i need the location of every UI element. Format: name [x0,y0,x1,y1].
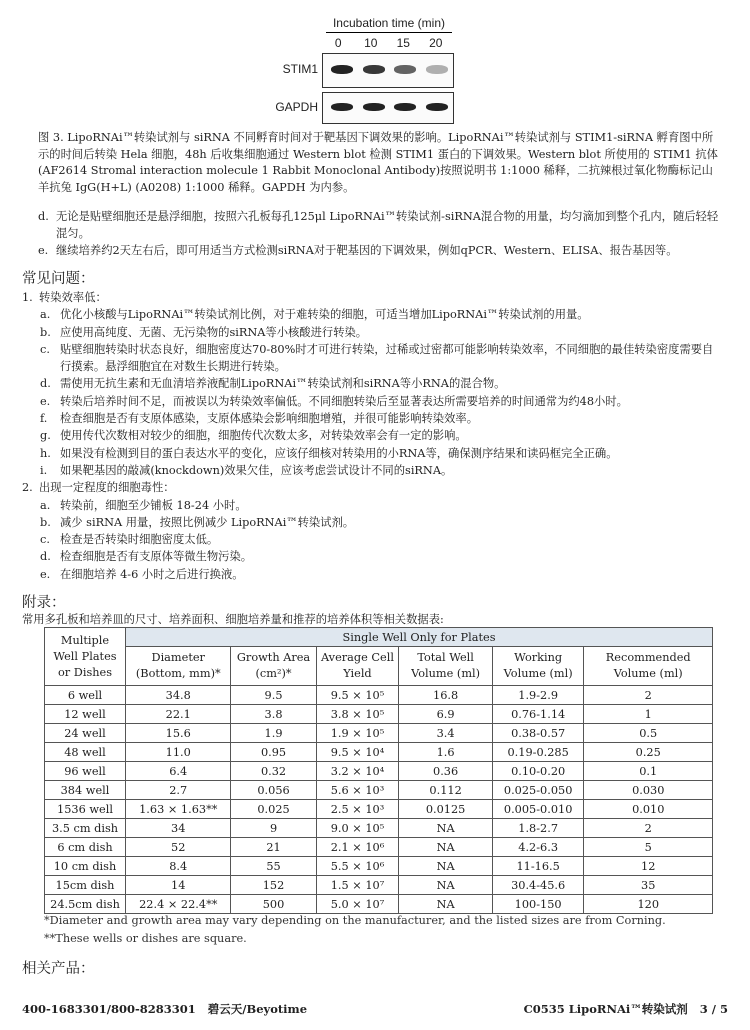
faq-item [22,375,722,392]
table-cell: 1.9 × 10⁵ [316,724,399,743]
faq-item-text: 应使用高纯度、无菌、无污染物的siRNA等小核酸进行转染。 [60,325,368,339]
table-cell: 0.1 [584,762,713,781]
faq-group-title: 出现一定程度的细胞毒性： [39,481,175,495]
table-cell: 120 [584,895,713,914]
footer-page: 3 / 5 [699,1002,728,1016]
row-label: 12 well [45,705,126,724]
table-cell: 9.5 × 10⁵ [316,686,399,705]
row-label: 15cm dish [45,876,126,895]
table-cell: 16.8 [399,686,492,705]
blot-panel-gapdh [322,92,454,124]
table-row [45,724,713,743]
faq-item-key: a. [40,308,51,322]
table-cell: 0.19-0.285 [492,743,584,762]
table-row [45,686,713,705]
row-label: 1536 well [45,800,126,819]
table-cell: 3.2 × 10⁴ [316,762,399,781]
faq-item-key: g. [40,429,51,443]
blot-label-gapdh: GAPDH [275,100,318,114]
blot-band [331,65,353,74]
table-cell: 0.32 [231,762,316,781]
note-square: **These wells or dishes are square. [44,932,247,945]
blot-band [363,103,385,111]
table-row [45,819,713,838]
faq-item-key: h. [40,446,51,460]
protocol-steps [38,208,728,259]
faq-item-text: 转染前，细胞至少铺板 18-24 小时。 [60,498,247,512]
table-cell: 9.5 × 10⁴ [316,743,399,762]
table-cell: 12 [584,857,713,876]
table-cell: 30.4-45.6 [492,876,584,895]
table-cell: 6.9 [399,705,492,724]
table-cell: 11-16.5 [492,857,584,876]
blot-band [394,65,416,74]
footer-brand: 碧云天/Beyotime [207,1002,308,1016]
faq-list [22,289,722,583]
note-diameter: *Diameter and growth area may vary depending on the manufacturer, and the listed sizes are from Corning. [44,914,666,927]
footer-product: C0535 LipoRNAi™转染试剂 [523,1002,688,1016]
table-cell: 152 [231,876,316,895]
table-cell: 1 [584,705,713,724]
step-d: d. 无论是贴壁细胞还是悬浮细胞，按照六孔板每孔125μl LipoRNAi™转染试剂-siRNA混合物的用量，均匀滴加到整个孔内，随后轻轻混匀。 [38,210,719,240]
table-cell: 35 [584,876,713,895]
faq-item-text: 如果没有检测到目的蛋白表达水平的变化，应该仔细核对转染用的小RNA等，确保测序结果和读码框完全正确。 [60,446,618,460]
faq-item-key: b. [40,325,51,339]
table-cell: 34 [126,819,231,838]
table-cell: 2 [584,819,713,838]
table-cell: 52 [126,838,231,857]
faq-group [22,479,722,496]
table-cell: 1.8-2.7 [492,819,584,838]
faq-group-key: 1. [22,291,33,304]
faq-item [22,427,722,444]
faq-item-text: 在细胞培养 4-6 小时之后进行换液。 [60,567,244,581]
faq-item-text: 使用传代次数相对较少的细胞，细胞传代次数太多，对转染效率会有一定的影响。 [60,429,467,443]
table-cell: 5.6 × 10³ [316,781,399,800]
table-cell: 0.025-0.050 [492,781,584,800]
table-cell: NA [399,857,492,876]
time-label: 15 [396,36,410,50]
faq-item-key: f. [40,412,48,426]
faq-item [22,531,722,548]
footer-phone: 400-1683301/800-8283301 [22,1002,196,1016]
blot-band [426,103,448,111]
faq-item-key: i. [40,463,48,477]
table-cell: 1.9 [231,724,316,743]
table-cell: 0.025 [231,800,316,819]
row-label: 48 well [45,743,126,762]
table-cell: NA [399,876,492,895]
col-header-plates: Multiple Well Plates or Dishes [45,628,126,686]
page-footer [22,1001,728,1017]
faq-item-key: b. [40,515,51,529]
table-cell: 500 [231,895,316,914]
table-cell: 0.030 [584,781,713,800]
table-cell: 15.6 [126,724,231,743]
table-cell: 6.4 [126,762,231,781]
blot-time-labels [322,36,452,50]
table-cell: 0.36 [399,762,492,781]
faq-item-key: e. [40,567,51,581]
table-cell: NA [399,838,492,857]
faq-item [22,462,722,479]
faq-item [22,341,722,376]
faq-title: 常见问题： [22,271,95,287]
table-cell: 0.112 [399,781,492,800]
faq-item-text: 检查细胞是否有支原体感染，支原体感染会影响细胞增殖，并很可能影响转染效率。 [60,412,478,426]
table-header-row [45,647,713,686]
figure-caption: 图 3. LipoRNAi™转染试剂与 siRNA 不同孵育时间对于靶基因下调效果的影响。LipoRNAi™转染试剂与 STIM1-siRNA 孵育图中所示的时间后转染 Hela 细胞，48h 后收集细胞通过 Western blot 检测 STIM1 蛋白的下调效果。Western blot 所使用的 STIM1 抗体(AF2614 Stromal interaction molecule 1 Rabbit Monoclonal Antibody)按照说明书 1:1000 稀释，二抗辣根过氧化物酶标记山羊抗兔 IgG(H+L) (A0208) 1:1000 稀释。GAPDH 为内参。 [38,131,718,194]
table-cell: 2.1 × 10⁶ [316,838,399,857]
table-cell: 1.9-2.9 [492,686,584,705]
table-cell: 1.63 × 1.63** [126,800,231,819]
time-label: 0 [334,36,342,50]
faq-item-key: c. [40,533,50,547]
table-cell: 0.95 [231,743,316,762]
table-cell: 55 [231,857,316,876]
col-header: Average Cell Yield [316,647,399,686]
table-cell: 0.38-0.57 [492,724,584,743]
table-cell: 14 [126,876,231,895]
table-row [45,781,713,800]
faq-item-key: e. [40,394,51,408]
table-cell: 0.005-0.010 [492,800,584,819]
faq-item-text: 需使用无抗生素和无血清培养液配制LipoRNAi™转染试剂和siRNA等小RNA的混合物。 [60,377,506,391]
blot-band [394,103,416,111]
table-cell: 8.4 [126,857,231,876]
table-cell: 0.5 [584,724,713,743]
blot-band [363,65,385,74]
table-cell: 0.0125 [399,800,492,819]
table-row [45,705,713,724]
faq-item [22,514,722,531]
table-cell: 34.8 [126,686,231,705]
table-cell: 1.5 × 10⁷ [316,876,399,895]
blot-panel-stim1 [322,53,454,88]
table-cell: 2.7 [126,781,231,800]
time-label: 10 [364,36,378,50]
blot-header: Incubation time (min) [332,16,446,30]
group-header: Single Well Only for Plates [126,628,713,647]
row-label: 3.5 cm dish [45,819,126,838]
table-cell: NA [399,895,492,914]
table-cell: 9.0 × 10⁵ [316,819,399,838]
table-cell: 3.8 [231,705,316,724]
table-row [45,838,713,857]
blot-header-line [326,32,452,33]
faq-item-text: 检查是否转染时细胞密度太低。 [60,533,219,547]
faq-item-text: 如果靶基因的敲减(knockdown)效果欠佳，应该考虑尝试设计不同的siRNA。 [60,463,453,477]
row-label: 96 well [45,762,126,781]
table-row [45,743,713,762]
row-label: 24.5cm dish [45,895,126,914]
faq-item [22,445,722,462]
appendix-title: 附录： [22,595,66,611]
blot-band [331,103,353,111]
faq-item [22,548,722,565]
faq-item-text: 贴壁细胞转染时状态良好，细胞密度达70-80%时才可进行转染，过稀或过密都可能影响转染效率，不同细胞的最佳转染密度需要自行摸索。悬浮细胞宜在对数生长期进行转染。 [60,342,714,374]
table-cell: 0.010 [584,800,713,819]
faq-item [22,324,722,341]
table-cell: 22.1 [126,705,231,724]
faq-group-key: 2. [22,481,33,495]
faq-item [22,410,722,427]
blot-label-stim1: STIM1 [282,62,318,76]
table-row [45,895,713,914]
faq-item-text: 检查细胞是否有支原体等微生物污染。 [60,550,253,564]
table-row [45,876,713,895]
row-label: 24 well [45,724,126,743]
row-label: 6 well [45,686,126,705]
faq-item-key: d. [40,550,51,564]
table-cell: 0.76-1.14 [492,705,584,724]
table-cell: 4.2-6.3 [492,838,584,857]
col-header: Recommended Volume (ml) [584,647,713,686]
table-cell: 100-150 [492,895,584,914]
faq-item [22,306,722,323]
table-cell: 9.5 [231,686,316,705]
table-cell: 3.8 × 10⁵ [316,705,399,724]
table-row [45,762,713,781]
time-label: 20 [429,36,443,50]
related-products-title: 相关产品： [22,961,95,977]
faq-item [22,566,722,583]
faq-item-text: 转染后培养时间不足，而被误以为转染效率偏低。不同细胞转染后至显著表达所需要培养的时间通常为约48小时。 [60,394,628,408]
table-cell: 0.056 [231,781,316,800]
table-notes [44,912,666,948]
row-label: 384 well [45,781,126,800]
faq-item [22,393,722,410]
blot-band [426,65,448,74]
table-cell: 5 [584,838,713,857]
table-cell: NA [399,819,492,838]
western-blot-figure [0,0,750,125]
table-cell: 1.6 [399,743,492,762]
col-header: Total Well Volume (ml) [399,647,492,686]
table-cell: 2.5 × 10³ [316,800,399,819]
table-row [45,857,713,876]
table-cell: 5.0 × 10⁷ [316,895,399,914]
faq-item [22,497,722,514]
table-intro: 常用多孔板和培养皿的尺寸、培养面积、细胞培养量和推荐的培养体积等相关数据表: [22,613,444,626]
col-header: Working Volume (ml) [492,647,584,686]
table-cell: 9 [231,819,316,838]
table-cell: 2 [584,686,713,705]
col-header: Diameter (Bottom, mm)* [126,647,231,686]
table-cell: 0.10-0.20 [492,762,584,781]
faq-item-key: c. [40,342,50,356]
table-cell: 5.5 × 10⁶ [316,857,399,876]
faq-group [22,289,722,306]
table-cell: 0.25 [584,743,713,762]
table-cell: 3.4 [399,724,492,743]
faq-item-text: 优化小核酸与LipoRNAi™转染试剂比例，对于难转染的细胞，可适当增加LipoRNAi™转染试剂的用量。 [60,308,589,322]
table-cell: 22.4 × 22.4** [126,895,231,914]
faq-item-text: 减少 siRNA 用量，按照比例减少 LipoRNAi™转染试剂。 [60,515,355,529]
faq-item-key: a. [40,498,51,512]
row-label: 10 cm dish [45,857,126,876]
table-cell: 21 [231,838,316,857]
plate-data-table [44,627,713,914]
table-row [45,800,713,819]
step-e: e. 继续培养约2天左右后，即可用适当方式检测siRNA对于靶基因的下调效果，例如qPCR、Western、ELISA、报告基因等。 [38,244,678,257]
faq-item-key: d. [40,377,51,391]
col-header: Growth Area (cm²)* [231,647,316,686]
table-cell: 11.0 [126,743,231,762]
row-label: 6 cm dish [45,838,126,857]
faq-group-title: 转染效率低： [39,291,107,304]
